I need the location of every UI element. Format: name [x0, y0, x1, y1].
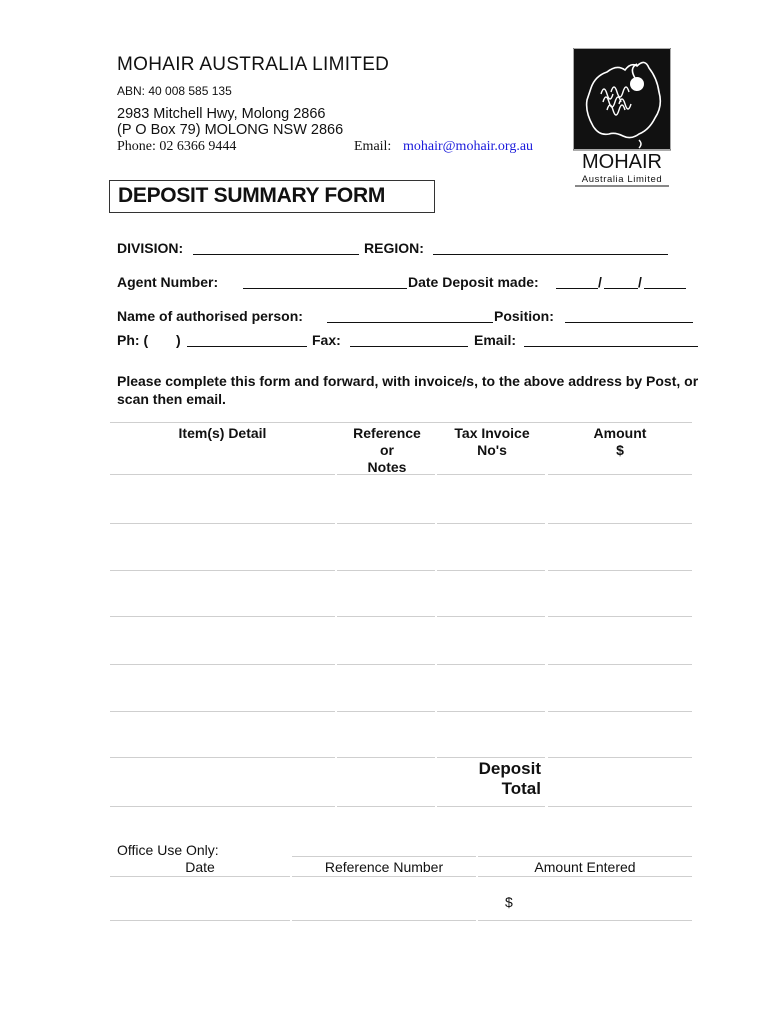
date-day-field[interactable]	[556, 288, 598, 289]
australia-map-goat-logo-icon	[573, 48, 671, 188]
office-col-date: Date	[185, 859, 215, 875]
table-row-separator	[110, 474, 335, 475]
table-row-separator	[437, 757, 545, 758]
office-row-bottom-date	[110, 920, 290, 921]
mohair-logo	[573, 48, 671, 188]
col-header-amount: Amount $	[593, 425, 647, 458]
table-row-separator	[337, 757, 435, 758]
table-row-separator	[337, 570, 435, 571]
table-row-separator	[437, 570, 545, 571]
logo-word: MOHAIR	[582, 151, 662, 173]
address-line-1: 2983 Mitchell Hwy, Molong 2866	[117, 106, 326, 122]
phone-area-close: )	[176, 332, 181, 348]
agent-number-label: Agent Number:	[117, 274, 219, 290]
table-row-separator	[337, 711, 435, 712]
division-field[interactable]	[193, 254, 359, 255]
region-field[interactable]	[433, 254, 668, 255]
col-header-item-detail: Item(s) Detail	[178, 425, 267, 441]
table-row-separator	[110, 664, 335, 665]
email-field[interactable]	[524, 346, 698, 347]
table-row-separator	[437, 664, 545, 665]
table-row-separator	[110, 523, 335, 524]
table-row-separator	[437, 711, 545, 712]
table-row-separator	[548, 806, 692, 807]
table-row-separator	[437, 806, 545, 807]
table-row-separator	[337, 474, 435, 475]
table-row-separator	[110, 616, 335, 617]
date-deposit-label: Date Deposit made:	[408, 274, 539, 290]
table-row-separator	[548, 757, 692, 758]
office-row-top-ref	[292, 876, 476, 877]
form-title-box	[109, 180, 435, 213]
position-field[interactable]	[565, 322, 693, 323]
date-separator-2: /	[638, 274, 642, 290]
company-email-label: Email:	[354, 139, 392, 154]
company-abn: ABN: 40 008 585 135	[117, 84, 232, 98]
office-row-bottom-ref	[292, 920, 476, 921]
date-year-field[interactable]	[644, 288, 686, 289]
table-row-separator	[437, 474, 545, 475]
col-header-tax-invoice: Tax Invoice No's	[454, 425, 530, 458]
authorised-person-field[interactable]	[327, 322, 493, 323]
company-name: MOHAIR AUSTRALIA LIMITED	[117, 54, 390, 75]
table-row-separator	[548, 616, 692, 617]
office-col-amount: Amount Entered	[534, 859, 636, 875]
phone-label: Ph: (	[117, 332, 149, 348]
table-row-separator	[337, 806, 435, 807]
date-month-field[interactable]	[604, 288, 638, 289]
office-border-amount	[478, 856, 692, 857]
position-label: Position:	[494, 308, 554, 324]
date-separator-1: /	[598, 274, 602, 290]
table-row-separator	[110, 570, 335, 571]
table-row-separator	[437, 523, 545, 524]
table-row-separator	[110, 806, 335, 807]
address-line-2: (P O Box 79) MOLONG NSW 2866	[117, 122, 344, 138]
fax-label: Fax:	[312, 332, 341, 348]
phone-field[interactable]	[187, 346, 307, 347]
office-row-bottom-amount	[478, 920, 692, 921]
office-border-ref	[292, 856, 476, 857]
table-row-separator	[110, 711, 335, 712]
table-row-separator	[337, 616, 435, 617]
form-title: DEPOSIT SUMMARY FORM	[118, 184, 386, 207]
table-border-top	[110, 422, 692, 423]
table-row-separator	[548, 570, 692, 571]
email-label: Email:	[474, 332, 517, 348]
table-row-separator	[548, 523, 692, 524]
table-row-separator	[337, 664, 435, 665]
logo-subtitle: Australia Limited	[581, 174, 663, 185]
instruction-note: Please complete this form and forward, with invoice/s, to the above address by Post, or scan then email.	[117, 373, 699, 407]
region-label: REGION:	[364, 240, 424, 256]
fax-field[interactable]	[350, 346, 468, 347]
table-row-separator	[548, 664, 692, 665]
company-email-link[interactable]: mohair@mohair.org.au	[403, 139, 534, 154]
col-header-reference: Reference or Notes	[353, 425, 421, 475]
agent-number-field[interactable]	[243, 288, 407, 289]
table-row-separator	[337, 523, 435, 524]
deposit-total-label: Deposit Total	[478, 759, 541, 798]
office-row-top-date	[110, 876, 290, 877]
table-row-separator	[548, 474, 692, 475]
division-label: DIVISION:	[117, 240, 184, 256]
office-use-heading: Office Use Only:	[117, 842, 219, 858]
office-row-top-amount	[478, 876, 692, 877]
authorised-person-label: Name of authorised person:	[117, 308, 303, 324]
company-phone: Phone: 02 6366 9444	[117, 139, 237, 154]
table-row-separator	[110, 757, 335, 758]
office-dollar-sign: $	[505, 894, 513, 910]
table-row-separator	[437, 616, 545, 617]
office-col-reference: Reference Number	[324, 859, 444, 875]
table-row-separator	[548, 711, 692, 712]
